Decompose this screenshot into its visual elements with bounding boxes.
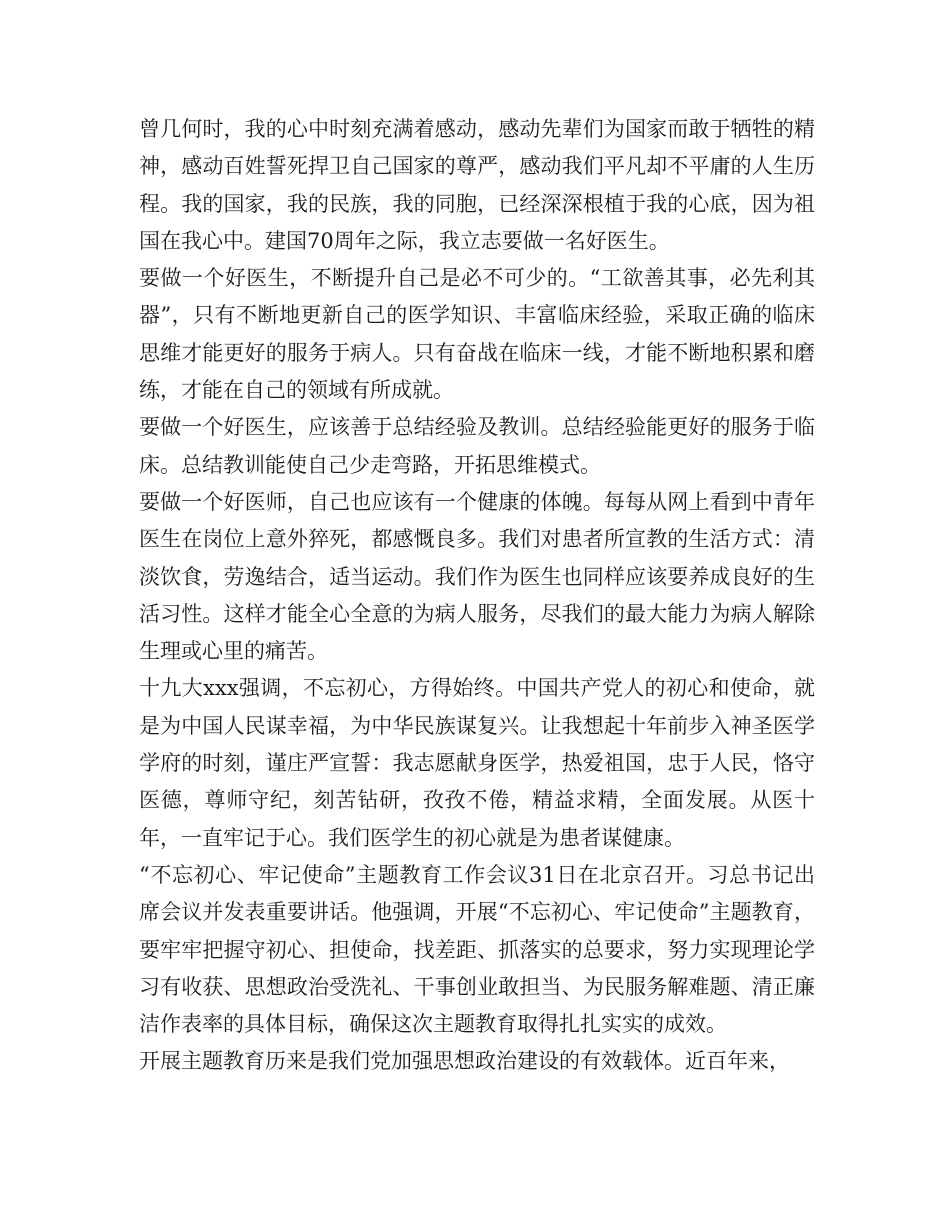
paragraph-4: 要做一个好医师，自己也应该有一个健康的体魄。每每从网上看到中青年医生在岗位上意外猝死，都感慨良多。我们对患者所宣教的生活方式：清淡饮食，劳逸结合，适当运动。我们作为医生也同样应该要养成良好的生活习性。这样才能全心全意的为病人服务，尽我们的最大能力为病人解除生理或心里的痛苦。	[139, 489, 815, 664]
paragraph-3: 要做一个好医生，应该善于总结经验及教训。总结经验能更好的服务于临床。总结教训能使自己少走弯路，开拓思维模式。	[139, 415, 815, 477]
paragraph-5: 十九大xxx强调，不忘初心，方得始终。中国共产党人的初心和使命，就是为中国人民谋幸福，为中华民族谋复兴。让我想起十年前步入神圣医学学府的时刻，谨庄严宣誓：我志愿献身医学，热爱祖国，忠于人民，恪守医德，尊师守纪，刻苦钻研，孜孜不倦，精益求精，全面发展。从医十年，一直牢记于心。我们医学生的初心就是为患者谋健康。	[139, 676, 815, 850]
document-body	[139, 111, 815, 1081]
paragraph-6: “不忘初心、牢记使命”主题教育工作会议31日在北京召开。习总书记出席会议并发表重要讲话。他强调，开展“不忘初心、牢记使命”主题教育，要牢牢把握守初心、担使命，找差距、抓落实的总要求，努力实现理论学习有收获、思想政治受洗礼、干事创业敢担当、为民服务解难题、清正廉洁作表率的具体目标，确保这次主题教育取得扎扎实实的成效。	[139, 862, 815, 1037]
paragraph-2: 要做一个好医生，不断提升自己是必不可少的。“工欲善其事，必先利其器”，只有不断地更新自己的医学知识、丰富临床经验，采取正确的临床思维才能更好的服务于病人。只有奋战在临床一线，才能不断地积累和磨练，才能在自己的领域有所成就。	[139, 266, 815, 403]
paragraph-7: 开展主题教育历来是我们党加强思想政治建设的有效载体。近百年来，	[139, 1049, 790, 1074]
paragraph-1: 曾几何时，我的心中时刻充满着感动，感动先辈们为国家而敢于牺牲的精神，感动百姓誓死捍卫自己国家的尊严，感动我们平凡却不平庸的人生历程。我的国家，我的民族，我的同胞，已经深深根植于我的心底，因为祖国在我心中。建国70周年之际，我立志要做一名好医生。	[139, 117, 815, 253]
